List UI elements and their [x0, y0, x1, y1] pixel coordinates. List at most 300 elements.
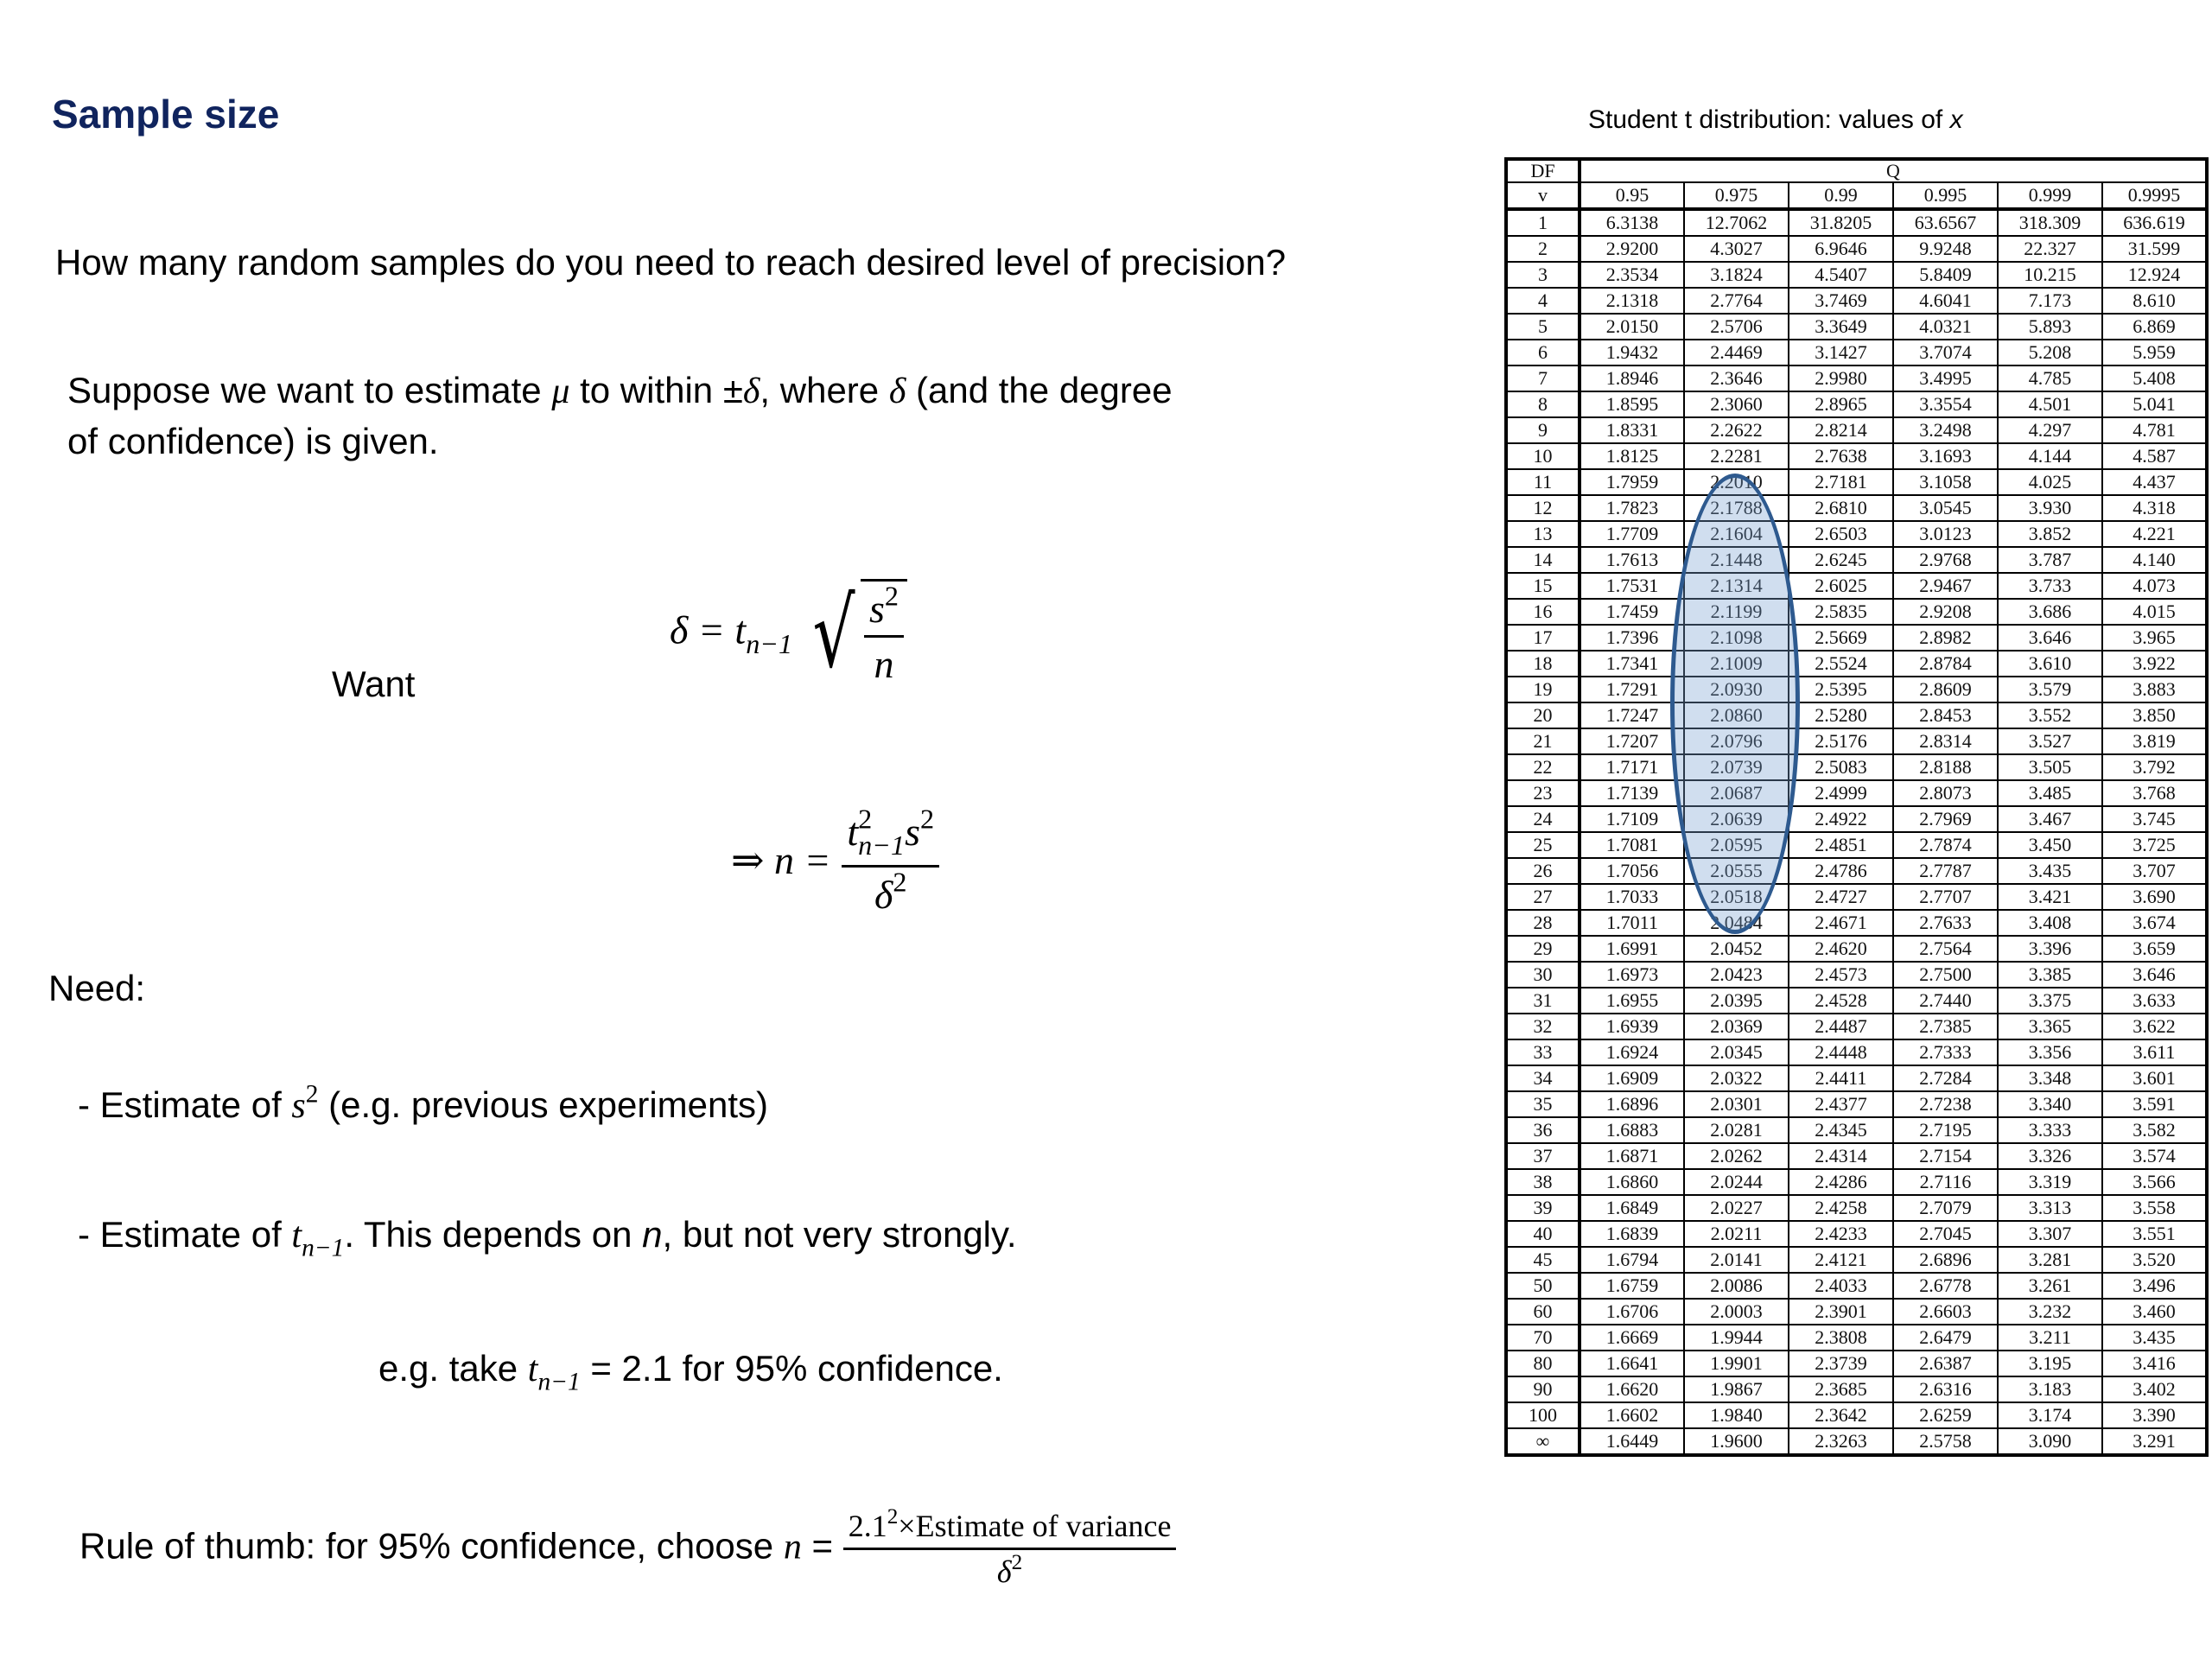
- value-cell: 1.6449: [1580, 1428, 1684, 1455]
- value-cell: 2.7079: [1893, 1195, 1998, 1221]
- value-cell: 2.8965: [1789, 391, 1893, 417]
- table-row: [1506, 1039, 2207, 1065]
- value-cell: 2.0150: [1580, 314, 1684, 340]
- table-row: [1506, 547, 2207, 573]
- value-cell: 3.566: [2102, 1169, 2207, 1195]
- value-cell: 1.6860: [1580, 1169, 1684, 1195]
- value-cell: 2.9467: [1893, 573, 1998, 599]
- df-cell: 27: [1506, 884, 1580, 910]
- table-row: [1506, 884, 2207, 910]
- value-cell: 3.385: [1998, 962, 2102, 988]
- value-cell: 2.7181: [1789, 469, 1893, 495]
- value-cell: 2.3685: [1789, 1376, 1893, 1402]
- df-cell: 19: [1506, 677, 1580, 702]
- value-cell: 1.8331: [1580, 417, 1684, 443]
- value-cell: 2.0452: [1684, 936, 1789, 962]
- value-cell: 2.0484: [1684, 910, 1789, 936]
- value-cell: 3.852: [1998, 521, 2102, 547]
- value-cell: 3.326: [1998, 1143, 2102, 1169]
- df-cell: 39: [1506, 1195, 1580, 1221]
- df-cell: 12: [1506, 495, 1580, 521]
- value-cell: 3.883: [2102, 677, 2207, 702]
- value-cell: 2.3263: [1789, 1428, 1893, 1455]
- table-header-row-quantiles: [1506, 182, 2207, 209]
- df-cell: 33: [1506, 1039, 1580, 1065]
- value-cell: 1.6794: [1580, 1247, 1684, 1273]
- value-cell: 2.0687: [1684, 780, 1789, 806]
- value-cell: 1.7207: [1580, 728, 1684, 754]
- value-cell: 3.1427: [1789, 340, 1893, 365]
- value-cell: 2.7564: [1893, 936, 1998, 962]
- value-cell: 5.208: [1998, 340, 2102, 365]
- df-cell: 10: [1506, 443, 1580, 469]
- value-cell: 3.421: [1998, 884, 2102, 910]
- table-row: [1506, 1299, 2207, 1325]
- value-cell: 2.0262: [1684, 1143, 1789, 1169]
- value-cell: 1.7139: [1580, 780, 1684, 806]
- value-cell: 3.313: [1998, 1195, 2102, 1221]
- value-cell: 2.1788: [1684, 495, 1789, 521]
- df-cell: 4: [1506, 288, 1580, 314]
- value-cell: 3.850: [2102, 702, 2207, 728]
- value-cell: 4.3027: [1684, 236, 1789, 262]
- df-cell: 21: [1506, 728, 1580, 754]
- value-cell: 636.619: [2102, 209, 2207, 236]
- value-cell: 1.6939: [1580, 1014, 1684, 1039]
- value-cell: 3.601: [2102, 1065, 2207, 1091]
- df-cell: 7: [1506, 365, 1580, 391]
- t-distribution-table: [1504, 157, 2209, 1457]
- value-cell: 2.7969: [1893, 806, 1998, 832]
- value-cell: 2.9980: [1789, 365, 1893, 391]
- value-cell: 1.6706: [1580, 1299, 1684, 1325]
- df-cell: 15: [1506, 573, 1580, 599]
- value-cell: 3.1058: [1893, 469, 1998, 495]
- table-row: [1506, 495, 2207, 521]
- value-cell: 3.3649: [1789, 314, 1893, 340]
- value-cell: 1.7531: [1580, 573, 1684, 599]
- value-cell: 3.610: [1998, 651, 2102, 677]
- value-cell: 1.6955: [1580, 988, 1684, 1014]
- df-cell: 3: [1506, 262, 1580, 288]
- table-row: [1506, 391, 2207, 417]
- value-cell: 3.402: [2102, 1376, 2207, 1402]
- value-cell: 2.1009: [1684, 651, 1789, 677]
- value-cell: 2.7638: [1789, 443, 1893, 469]
- value-cell: 1.9901: [1684, 1351, 1789, 1376]
- value-cell: 3.646: [2102, 962, 2207, 988]
- value-cell: 1.7396: [1580, 625, 1684, 651]
- value-cell: 2.4233: [1789, 1221, 1893, 1247]
- quantile-header: 0.9995: [2102, 182, 2207, 209]
- table-row: [1506, 573, 2207, 599]
- value-cell: 2.3534: [1580, 262, 1684, 288]
- df-cell: 28: [1506, 910, 1580, 936]
- table-row: [1506, 806, 2207, 832]
- value-cell: 2.0395: [1684, 988, 1789, 1014]
- quantile-header: 0.975: [1684, 182, 1789, 209]
- value-cell: 318.309: [1998, 209, 2102, 236]
- value-cell: 3.319: [1998, 1169, 2102, 1195]
- value-cell: 1.7247: [1580, 702, 1684, 728]
- value-cell: 2.5706: [1684, 314, 1789, 340]
- value-cell: 1.9600: [1684, 1428, 1789, 1455]
- df-cell: 11: [1506, 469, 1580, 495]
- df-cell: 23: [1506, 780, 1580, 806]
- value-cell: 3.365: [1998, 1014, 2102, 1039]
- df-cell: 18: [1506, 651, 1580, 677]
- value-cell: 2.4377: [1789, 1091, 1893, 1117]
- value-cell: 3.787: [1998, 547, 2102, 573]
- value-cell: 2.9768: [1893, 547, 1998, 573]
- table-row: [1506, 1117, 2207, 1143]
- suppose-line-2: of confidence) is given.: [67, 421, 439, 461]
- value-cell: 4.073: [2102, 573, 2207, 599]
- value-cell: 4.140: [2102, 547, 2207, 573]
- value-cell: 3.485: [1998, 780, 2102, 806]
- table-row: [1506, 728, 2207, 754]
- value-cell: 5.041: [2102, 391, 2207, 417]
- table-body: [1506, 209, 2207, 1455]
- df-cell: 50: [1506, 1273, 1580, 1299]
- value-cell: 3.551: [2102, 1221, 2207, 1247]
- v-label: v: [1506, 182, 1580, 209]
- df-cell: 70: [1506, 1325, 1580, 1351]
- value-cell: 3.340: [1998, 1091, 2102, 1117]
- value-cell: 4.221: [2102, 521, 2207, 547]
- value-cell: 2.9208: [1893, 599, 1998, 625]
- table-row: [1506, 677, 2207, 702]
- value-cell: 3.4995: [1893, 365, 1998, 391]
- equation-n: ⇒ n = $\frac{t^2_{n-1}s^2}{\delta^2}$: [731, 808, 939, 918]
- value-cell: 4.501: [1998, 391, 2102, 417]
- table-row: [1506, 936, 2207, 962]
- value-cell: 2.0345: [1684, 1039, 1789, 1065]
- value-cell: 6.869: [2102, 314, 2207, 340]
- value-cell: 2.7284: [1893, 1065, 1998, 1091]
- value-cell: 2.4345: [1789, 1117, 1893, 1143]
- value-cell: 1.7459: [1580, 599, 1684, 625]
- value-cell: 2.6778: [1893, 1273, 1998, 1299]
- value-cell: 2.3642: [1789, 1402, 1893, 1428]
- value-cell: 9.9248: [1893, 236, 1998, 262]
- value-cell: 3.552: [1998, 702, 2102, 728]
- value-cell: 2.4727: [1789, 884, 1893, 910]
- value-cell: 2.4448: [1789, 1039, 1893, 1065]
- value-cell: 3.1693: [1893, 443, 1998, 469]
- value-cell: 4.144: [1998, 443, 2102, 469]
- value-cell: 2.6479: [1893, 1325, 1998, 1351]
- need-label: Need:: [48, 968, 146, 1008]
- value-cell: 3.622: [2102, 1014, 2207, 1039]
- value-cell: 2.3901: [1789, 1299, 1893, 1325]
- value-cell: 2.0244: [1684, 1169, 1789, 1195]
- value-cell: 2.0639: [1684, 806, 1789, 832]
- df-cell: 35: [1506, 1091, 1580, 1117]
- value-cell: 2.9200: [1580, 236, 1684, 262]
- value-cell: 3.435: [1998, 858, 2102, 884]
- value-cell: 2.0518: [1684, 884, 1789, 910]
- value-cell: 3.646: [1998, 625, 2102, 651]
- value-cell: 2.0930: [1684, 677, 1789, 702]
- table-row: [1506, 962, 2207, 988]
- value-cell: 3.674: [2102, 910, 2207, 936]
- df-cell: 1: [1506, 209, 1580, 236]
- value-cell: 1.6924: [1580, 1039, 1684, 1065]
- table-row: [1506, 1428, 2207, 1455]
- value-cell: 2.6316: [1893, 1376, 1998, 1402]
- value-cell: 3.467: [1998, 806, 2102, 832]
- value-cell: 2.0595: [1684, 832, 1789, 858]
- value-cell: 2.8784: [1893, 651, 1998, 677]
- value-cell: 7.173: [1998, 288, 2102, 314]
- value-cell: 2.1318: [1580, 288, 1684, 314]
- value-cell: 2.4786: [1789, 858, 1893, 884]
- df-cell: 31: [1506, 988, 1580, 1014]
- suppose-line-1: Suppose we want to estimate μ to within ±δ, where δ (and the degree: [67, 370, 1173, 411]
- table-row: [1506, 858, 2207, 884]
- value-cell: 3.819: [2102, 728, 2207, 754]
- value-cell: 2.5395: [1789, 677, 1893, 702]
- value-cell: 1.7709: [1580, 521, 1684, 547]
- value-cell: 2.4411: [1789, 1065, 1893, 1091]
- value-cell: 3.291: [2102, 1428, 2207, 1455]
- value-cell: 10.215: [1998, 262, 2102, 288]
- value-cell: 3.659: [2102, 936, 2207, 962]
- value-cell: 2.3739: [1789, 1351, 1893, 1376]
- value-cell: 3.195: [1998, 1351, 2102, 1376]
- table-row: [1506, 1273, 2207, 1299]
- value-cell: 2.0086: [1684, 1273, 1789, 1299]
- df-cell: 25: [1506, 832, 1580, 858]
- value-cell: 63.6567: [1893, 209, 1998, 236]
- value-cell: 4.015: [2102, 599, 2207, 625]
- value-cell: 3.416: [2102, 1351, 2207, 1376]
- value-cell: 2.6025: [1789, 573, 1893, 599]
- value-cell: 3.7074: [1893, 340, 1998, 365]
- value-cell: 2.4469: [1684, 340, 1789, 365]
- value-cell: 2.0739: [1684, 754, 1789, 780]
- value-cell: 3.356: [1998, 1039, 2102, 1065]
- table-row: [1506, 1376, 2207, 1402]
- value-cell: 2.5176: [1789, 728, 1893, 754]
- value-cell: 2.4121: [1789, 1247, 1893, 1273]
- quantile-header: 0.995: [1893, 182, 1998, 209]
- value-cell: 1.6973: [1580, 962, 1684, 988]
- table-row: [1506, 625, 2207, 651]
- table-row: [1506, 288, 2207, 314]
- value-cell: 4.587: [2102, 443, 2207, 469]
- value-cell: 2.8453: [1893, 702, 1998, 728]
- value-cell: 3.582: [2102, 1117, 2207, 1143]
- value-cell: 1.6896: [1580, 1091, 1684, 1117]
- value-cell: 2.4286: [1789, 1169, 1893, 1195]
- table-row: [1506, 469, 2207, 495]
- value-cell: 3.611: [2102, 1039, 2207, 1065]
- value-cell: 2.2010: [1684, 469, 1789, 495]
- value-cell: 3.183: [1998, 1376, 2102, 1402]
- table-row: [1506, 651, 2207, 677]
- df-label: DF: [1506, 159, 1580, 182]
- value-cell: 2.0555: [1684, 858, 1789, 884]
- value-cell: 3.922: [2102, 651, 2207, 677]
- df-cell: 26: [1506, 858, 1580, 884]
- value-cell: 2.4671: [1789, 910, 1893, 936]
- value-cell: 1.6759: [1580, 1273, 1684, 1299]
- value-cell: 2.3646: [1684, 365, 1789, 391]
- value-cell: 3.579: [1998, 677, 2102, 702]
- value-cell: 2.8188: [1893, 754, 1998, 780]
- df-cell: 38: [1506, 1169, 1580, 1195]
- value-cell: 1.7033: [1580, 884, 1684, 910]
- table-row: [1506, 1014, 2207, 1039]
- value-cell: 2.4528: [1789, 988, 1893, 1014]
- value-cell: 1.8125: [1580, 443, 1684, 469]
- value-cell: 6.3138: [1580, 209, 1684, 236]
- value-cell: 1.8946: [1580, 365, 1684, 391]
- value-cell: 1.6839: [1580, 1221, 1684, 1247]
- value-cell: 3.375: [1998, 988, 2102, 1014]
- value-cell: 3.7469: [1789, 288, 1893, 314]
- value-cell: 2.8073: [1893, 780, 1998, 806]
- value-cell: 3.333: [1998, 1117, 2102, 1143]
- value-cell: 3.558: [2102, 1195, 2207, 1221]
- value-cell: 2.6603: [1893, 1299, 1998, 1325]
- value-cell: 1.9432: [1580, 340, 1684, 365]
- df-cell: ∞: [1506, 1428, 1580, 1455]
- value-cell: 12.7062: [1684, 209, 1789, 236]
- table-row: [1506, 1065, 2207, 1091]
- value-cell: 2.0141: [1684, 1247, 1789, 1273]
- value-cell: 2.7195: [1893, 1117, 1998, 1143]
- value-cell: 5.408: [2102, 365, 2207, 391]
- value-cell: 6.9646: [1789, 236, 1893, 262]
- value-cell: 2.4033: [1789, 1273, 1893, 1299]
- value-cell: 2.7500: [1893, 962, 1998, 988]
- value-cell: 2.4487: [1789, 1014, 1893, 1039]
- value-cell: 2.7116: [1893, 1169, 1998, 1195]
- value-cell: 2.7633: [1893, 910, 1998, 936]
- table-row: [1506, 599, 2207, 625]
- value-cell: 2.0227: [1684, 1195, 1789, 1221]
- value-cell: 2.0369: [1684, 1014, 1789, 1039]
- df-cell: 6: [1506, 340, 1580, 365]
- value-cell: 1.6991: [1580, 936, 1684, 962]
- table-row: [1506, 754, 2207, 780]
- value-cell: 3.792: [2102, 754, 2207, 780]
- example-text: e.g. take $t_{n-1} = 2.1$ for 95% confidence.: [378, 1348, 1003, 1396]
- value-cell: 1.7291: [1580, 677, 1684, 702]
- value-cell: 2.0301: [1684, 1091, 1789, 1117]
- value-cell: 2.7764: [1684, 288, 1789, 314]
- value-cell: 8.610: [2102, 288, 2207, 314]
- value-cell: 3.686: [1998, 599, 2102, 625]
- table-row: [1506, 521, 2207, 547]
- table-row: [1506, 1143, 2207, 1169]
- value-cell: 3.965: [2102, 625, 2207, 651]
- value-cell: 2.4314: [1789, 1143, 1893, 1169]
- value-cell: 3.261: [1998, 1273, 2102, 1299]
- value-cell: 2.6259: [1893, 1402, 1998, 1428]
- table-row: [1506, 1402, 2207, 1428]
- value-cell: 1.6602: [1580, 1402, 1684, 1428]
- value-cell: 2.6810: [1789, 495, 1893, 521]
- value-cell: 2.7440: [1893, 988, 1998, 1014]
- value-cell: 3.690: [2102, 884, 2207, 910]
- value-cell: 3.090: [1998, 1428, 2102, 1455]
- value-cell: 3.435: [2102, 1325, 2207, 1351]
- table-row: [1506, 209, 2207, 236]
- value-cell: 1.6669: [1580, 1325, 1684, 1351]
- value-cell: 3.745: [2102, 806, 2207, 832]
- df-cell: 17: [1506, 625, 1580, 651]
- value-cell: 3.505: [1998, 754, 2102, 780]
- value-cell: 3.0545: [1893, 495, 1998, 521]
- value-cell: 2.7238: [1893, 1091, 1998, 1117]
- value-cell: 2.5280: [1789, 702, 1893, 728]
- value-cell: 3.725: [2102, 832, 2207, 858]
- table-row: [1506, 1091, 2207, 1117]
- quantile-header: 0.99: [1789, 182, 1893, 209]
- value-cell: 3.408: [1998, 910, 2102, 936]
- value-cell: 3.281: [1998, 1247, 2102, 1273]
- value-cell: 3.460: [2102, 1299, 2207, 1325]
- value-cell: 2.4922: [1789, 806, 1893, 832]
- value-cell: 2.6896: [1893, 1247, 1998, 1273]
- value-cell: 2.5083: [1789, 754, 1893, 780]
- df-cell: 34: [1506, 1065, 1580, 1091]
- value-cell: 1.6871: [1580, 1143, 1684, 1169]
- value-cell: 3.0123: [1893, 521, 1998, 547]
- value-cell: 3.232: [1998, 1299, 2102, 1325]
- value-cell: 2.4620: [1789, 936, 1893, 962]
- value-cell: 1.7109: [1580, 806, 1684, 832]
- table-row: [1506, 1247, 2207, 1273]
- value-cell: 1.6849: [1580, 1195, 1684, 1221]
- table-row: [1506, 780, 2207, 806]
- value-cell: 2.6245: [1789, 547, 1893, 573]
- bullet-estimate-variance: - Estimate of $s^2$ (e.g. previous experiments): [78, 1080, 769, 1126]
- value-cell: 2.4258: [1789, 1195, 1893, 1221]
- df-cell: 29: [1506, 936, 1580, 962]
- value-cell: 3.396: [1998, 936, 2102, 962]
- value-cell: 2.3060: [1684, 391, 1789, 417]
- value-cell: 2.0211: [1684, 1221, 1789, 1247]
- value-cell: 3.211: [1998, 1325, 2102, 1351]
- value-cell: 2.8609: [1893, 677, 1998, 702]
- value-cell: 2.5758: [1893, 1428, 1998, 1455]
- value-cell: 2.3808: [1789, 1325, 1893, 1351]
- value-cell: 2.5524: [1789, 651, 1893, 677]
- value-cell: 3.3554: [1893, 391, 1998, 417]
- want-label: Want: [332, 664, 416, 704]
- value-cell: 2.7707: [1893, 884, 1998, 910]
- value-cell: 2.1604: [1684, 521, 1789, 547]
- table-row: [1506, 262, 2207, 288]
- value-cell: 3.390: [2102, 1402, 2207, 1428]
- value-cell: 2.7154: [1893, 1143, 1998, 1169]
- value-cell: 2.1448: [1684, 547, 1789, 573]
- df-cell: 24: [1506, 806, 1580, 832]
- value-cell: 2.0423: [1684, 962, 1789, 988]
- value-cell: 1.7056: [1580, 858, 1684, 884]
- value-cell: 1.8595: [1580, 391, 1684, 417]
- value-cell: 2.1098: [1684, 625, 1789, 651]
- value-cell: 5.893: [1998, 314, 2102, 340]
- value-cell: 31.8205: [1789, 209, 1893, 236]
- table-row: [1506, 1221, 2207, 1247]
- value-cell: 1.7341: [1580, 651, 1684, 677]
